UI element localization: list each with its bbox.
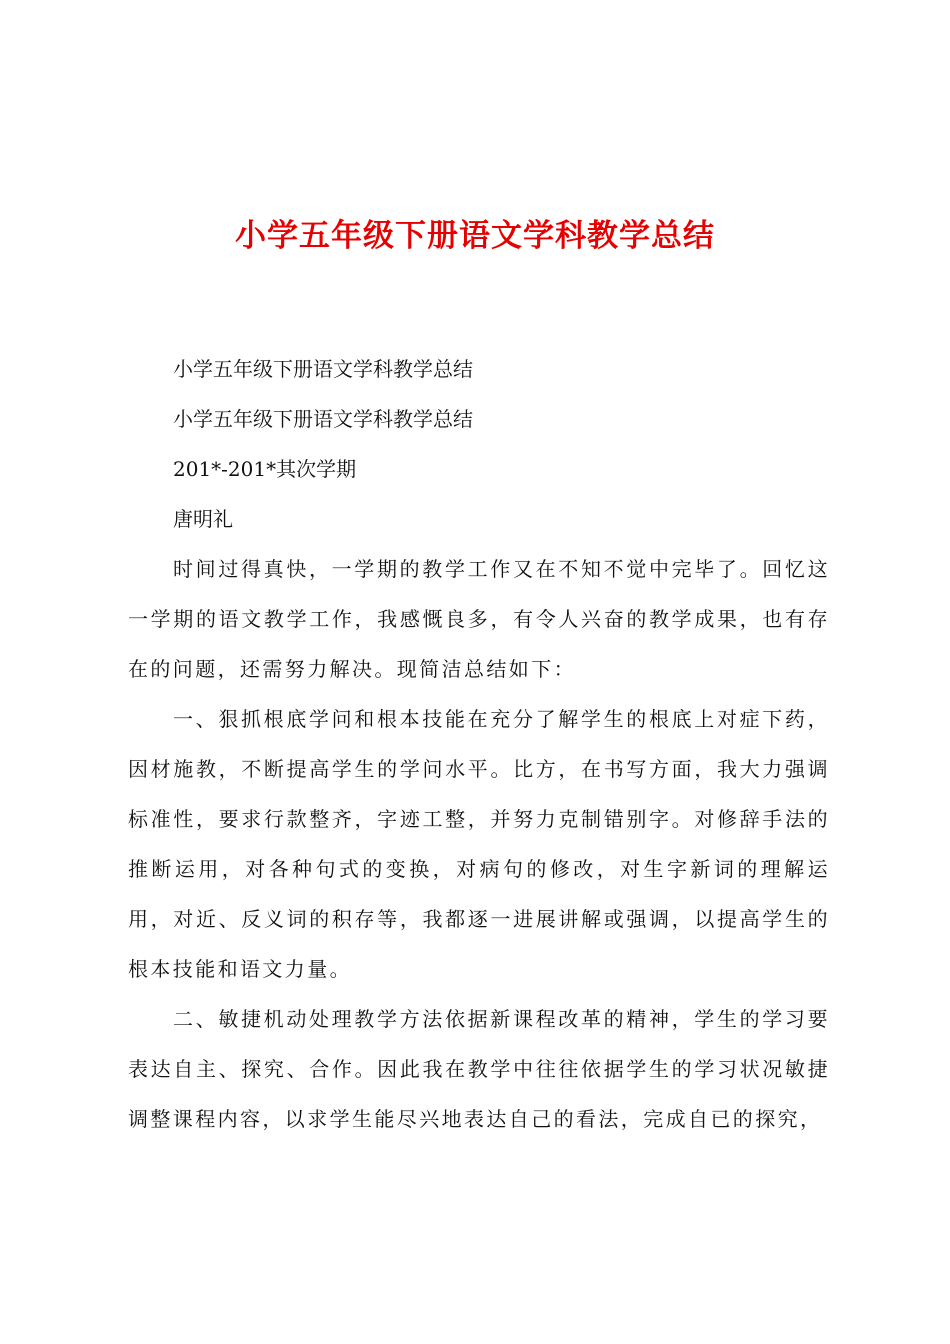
header-line-author: 唐明礼	[173, 507, 233, 531]
header-line-title: 小学五年级下册语文学科教学总结	[173, 357, 473, 381]
paragraph-intro: 时间过得真快，一学期的教学工作又在不知不觉中完毕了。回忆这一学期的语文教学工作，我感慨良多，有令人兴奋的教学成果，也有存在的问题，还需努力解决。现简洁总结如下：	[128, 557, 830, 681]
document-body	[128, 344, 830, 1144]
header-line-subtitle: 小学五年级下册语文学科教学总结	[173, 407, 473, 431]
document-title: 小学五年级下册语文学科教学总结	[235, 218, 715, 254]
paragraph-section-two: 二、敏捷机动处理教学方法依据新课程改革的精神，学生的学习要表达自主、探究、合作。因此我在教学中往往依据学生的学习状况敏捷调整课程内容，以求学生能尽兴地表达自己的看法，完成自已的探究，	[128, 1007, 830, 1131]
paragraph-section-one: 一、狠抓根底学问和根本技能在充分了解学生的根底上对症下药，因材施教，不断提高学生的学问水平。比方，在书写方面，我大力强调标准性，要求行款整齐，字迹工整，并努力克制错别字。对修辞手法的推断运用，对各种句式的变换，对病句的修改，对生字新词的理解运用，对近、反义词的积存等，我都逐一进展讲解或强调，以提高学生的根本技能和语文力量。	[128, 707, 830, 981]
header-line-term: 201*-201*其次学期	[173, 457, 357, 481]
